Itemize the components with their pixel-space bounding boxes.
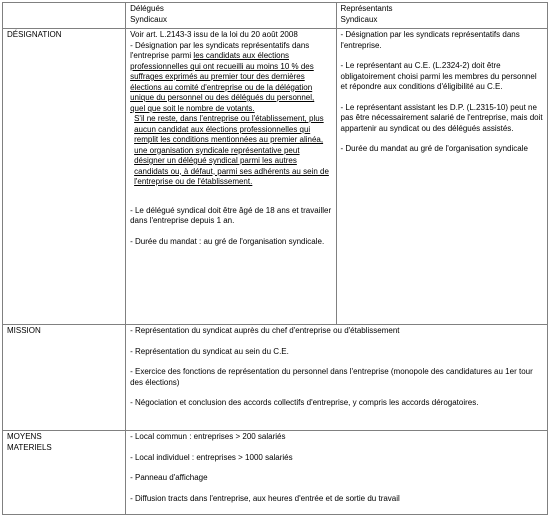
moyens-item-2: - Local individuel : entreprises > 1000 salariés (130, 452, 293, 462)
moyens-label-line1: MOYENS (7, 432, 42, 441)
designation-delegues-p1 (130, 41, 331, 115)
header-representants (336, 3, 547, 29)
designation-rep-p3: - Le représentant assistant les D.P. (L.2315-10) peut ne pas être nécessairement salarié de l'entreprise, mais doit appartenir au syndicat ou des délégués assistés. (340, 102, 543, 133)
designation-representants-cell (336, 29, 547, 325)
moyens-item-3: - Panneau d'affichage (130, 473, 208, 482)
designation-delegues-p1-underlined: les candidats aux élections professionnelles qui ont recueilli au moins 10 % des suffrages exprimés au premier tour des dernières élections au comité d'entreprise ou de la délégation unique du personnel ou des délégués du personnel, quel que soit le nombre de votants. (130, 51, 315, 113)
header-representants-line1: Représentants (340, 4, 393, 13)
moyens-label (3, 431, 126, 515)
mission-cell (126, 325, 548, 431)
designation-delegues-p1-intro: - Désignation par les syndicats représentatifs dans l'entreprise parmi (130, 40, 310, 60)
mission-item-4: - Négociation et conclusion des accords collectifs d'entreprise, y compris les accords dérogatoires. (130, 398, 479, 407)
mission-item-1: - Représentation du syndicat auprès du chef d'entreprise ou d'établissement (130, 326, 400, 335)
header-empty-cell (3, 3, 126, 29)
mission-item-2: - Représentation du syndicat au sein du C.E. (130, 346, 289, 356)
header-row (3, 3, 548, 29)
designation-ref: Voir art. L.2143-3 issu de la loi du 20 août 2008 (130, 30, 298, 39)
mission-row (3, 325, 548, 431)
designation-label: DÉSIGNATION (3, 29, 126, 325)
moyens-cell (126, 431, 548, 515)
designation-delegues-p4: - Durée du mandat : au gré de l'organisation syndicale. (130, 236, 325, 246)
designation-delegues-cell (126, 29, 336, 325)
header-delegues (126, 3, 336, 29)
moyens-item-1: - Local commun : entreprises > 200 salariés (130, 432, 286, 441)
moyens-row (3, 431, 548, 515)
designation-delegues-p2: S'il ne reste, dans l'entreprise ou l'établissement, plus aucun candidat aux élections professionnelles qui remplit les conditions mentionnées au premier alinéa, une organisation syndicale représentative peut désigner un délégué syndical parmi les autres candidats ou, à défaut, parmi ses adhérents au sein de l'entreprise ou de l'établissement. (134, 114, 329, 186)
designation-rep-p1: - Désignation par les syndicats représentatifs dans l'entreprise. (340, 30, 520, 50)
mission-label: MISSION (3, 325, 126, 431)
moyens-item-4: - Diffusion tracts dans l'entreprise, aux heures d'entrée et de sortie du travail (130, 493, 400, 503)
designation-row (3, 29, 548, 325)
designation-rep-p2: - Le représentant au C.E. (L.2324-2) doit être obligatoirement choisi parmi les membres du personnel et répondre aux conditions d'éligibilité au C.E. (340, 61, 537, 91)
moyens-label-line2: MATERIELS (7, 442, 52, 452)
comparison-table (2, 2, 548, 515)
mission-item-3: - Exercice des fonctions de représentation du personnel dans l'entreprise (monopole des candidatures au 1er tour des élections) (130, 367, 533, 387)
designation-delegues-p3: - Le délégué syndical doit être âgé de 18 ans et travailler dans l'entreprise depuis 1 an. (130, 205, 332, 225)
header-delegues-line1: Délégués (130, 4, 164, 13)
designation-rep-p4: - Durée du mandat au gré de l'organisation syndicale (340, 144, 528, 153)
header-representants-line2: Syndicaux (340, 14, 378, 24)
header-delegues-line2: Syndicaux (130, 14, 168, 24)
